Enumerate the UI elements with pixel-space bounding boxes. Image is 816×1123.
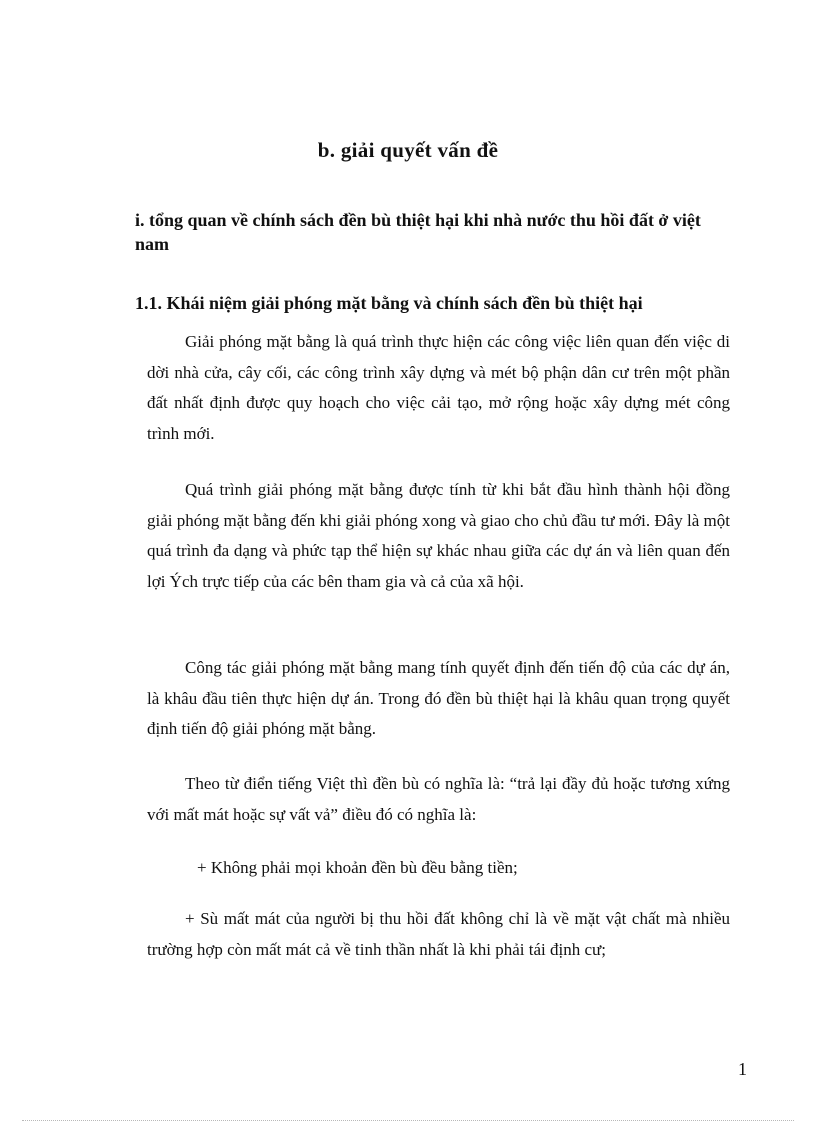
bullet-item: + Sù mất mát của người bị thu hồi đất không chỉ là về mặt vật chất mà nhiều trường hợp còn mất mát cả về tinh thần nhất là khi phải tái định cư; xyxy=(147,909,730,959)
page-title: b. giải quyết vấn đề xyxy=(317,138,499,162)
paragraph: Theo từ điển tiếng Việt thì đền bù có nghĩa là: “trả lại đầy đủ hoặc tương xứng với mất mát hoặc sự vất vả” điều đó có nghĩa là: xyxy=(147,774,730,824)
bullet-item: + Không phải mọi khoản đền bù đều bằng tiền; xyxy=(197,858,518,877)
section-heading: i. tổng quan về chính sách đền bù thiệt hại khi nhà nước thu hồi đất ở việt nam xyxy=(135,210,701,254)
footer-divider xyxy=(22,1120,794,1121)
paragraph: Quá trình giải phóng mặt bằng được tính từ khi bắt đầu hình thành hội đồng giải phóng mặt bằng đến khi giải phóng xong và giao cho chủ đầu tư mới. Đây là một quá trình đa dạng và phức tạp thể hiện sự khác nhau giữa các dự án và liên quan đến lợi Ých trực tiếp của các bên tham gia và cả của xã hội. xyxy=(147,480,730,591)
sub-heading: 1.1. Khái niệm giải phóng mặt bằng và chính sách đền bù thiệt hại xyxy=(135,293,643,313)
page-number: 1 xyxy=(738,1059,747,1079)
paragraph: Công tác giải phóng mặt bằng mang tính quyết định đến tiến độ của các dự án, là khâu đầu tiên thực hiện dự án. Trong đó đền bù thiệt hại là khâu quan trọng quyết định tiến độ giải phóng mặt bằng. xyxy=(147,658,730,739)
paragraph: Giải phóng mặt bằng là quá trình thực hiện các công việc liên quan đến việc di dời nhà cửa, cây cối, các công trình xây dựng và mét bộ phận dân cư trên một phần đất nhất định được quy hoạch cho việc cải tạo, mở rộng hoặc xây dựng mét công trình mới. xyxy=(147,332,730,443)
